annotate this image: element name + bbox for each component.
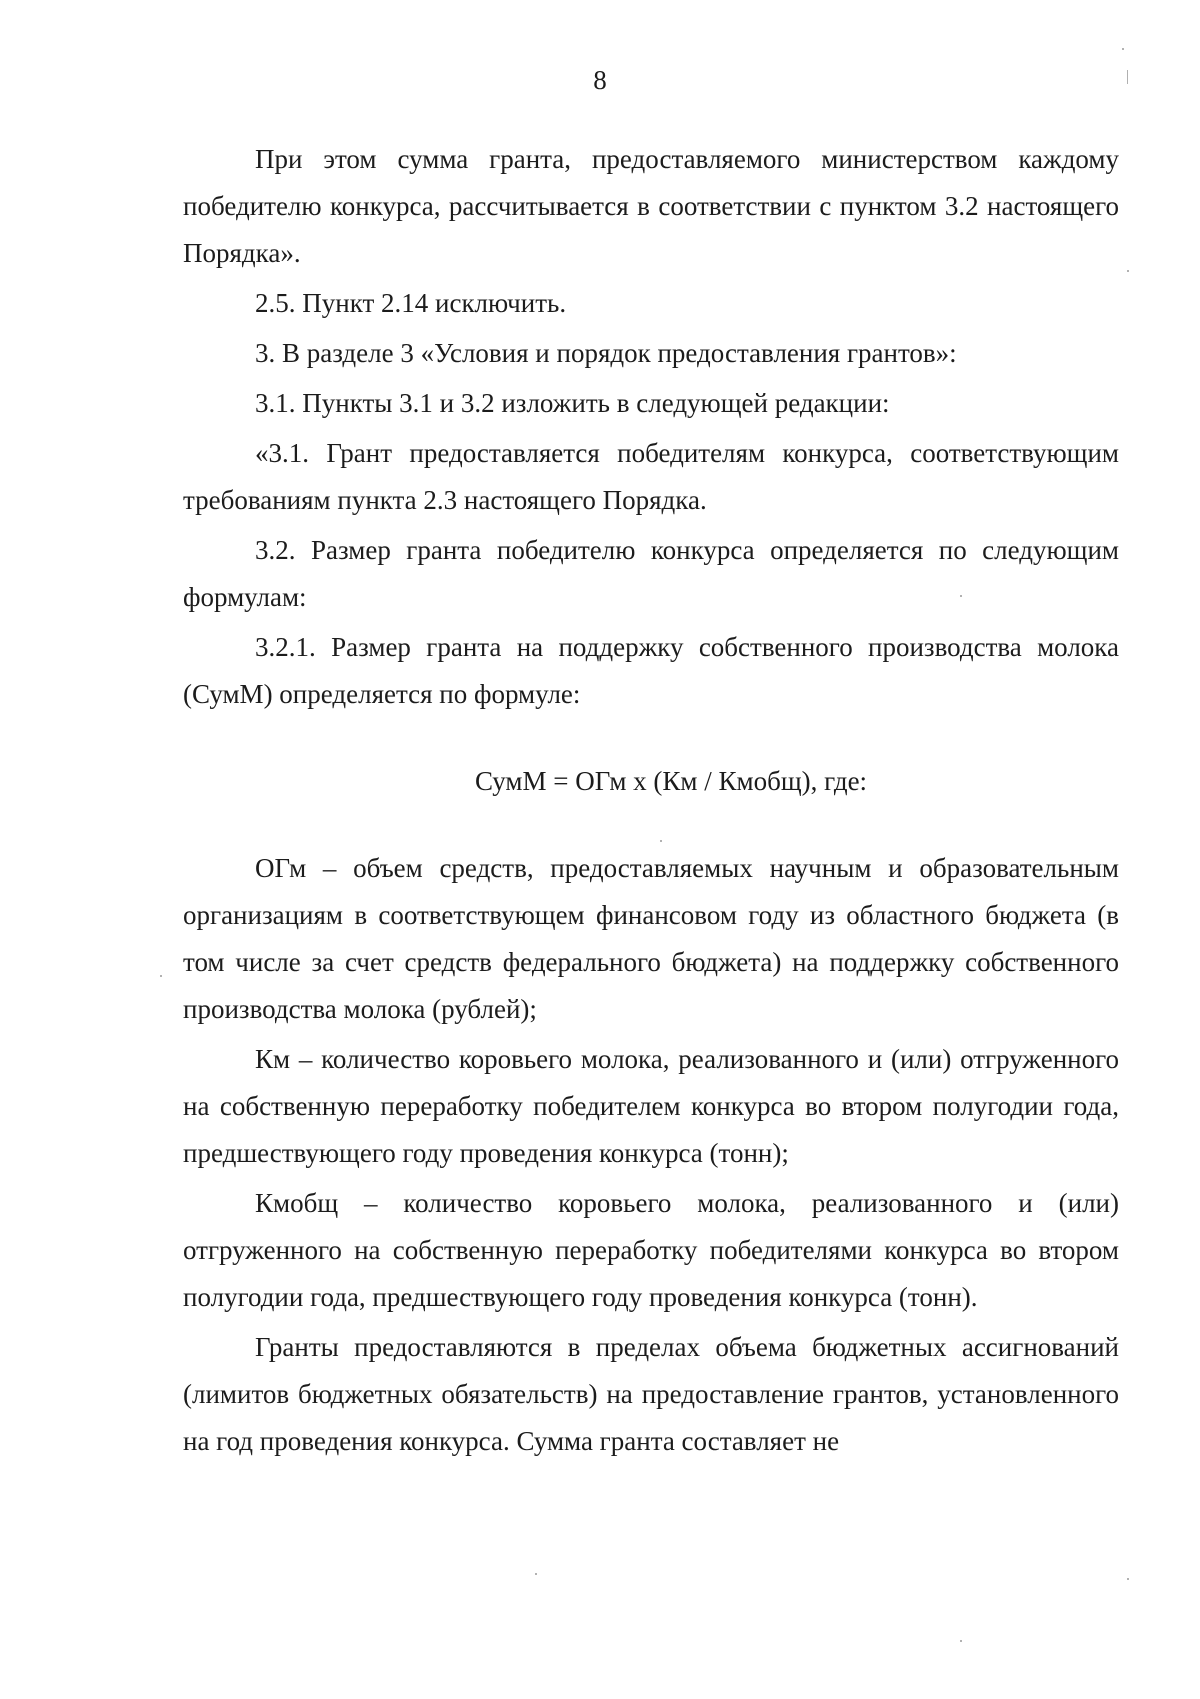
paragraph-3-2: 3.2. Размер гранта победителю конкурса определяется по следующим формулам: [183,535,1119,612]
grant-formula: СумМ = ОГм х (Км / Кмобщ), где: [474,766,868,796]
scan-speck [660,840,662,842]
paragraph-section-3: 3. В разделе 3 «Условия и порядок предоставления грантов»: [255,338,957,368]
scan-speck [1127,270,1129,272]
scan-speck [960,1640,962,1642]
scan-speck [535,1573,537,1575]
definition-km: Км – количество коровьего молока, реализованного и (или) отгруженного на собственную переработку победителем конкурса во втором полугодии года, предшествующего году проведения конкурса (тонн); [183,1044,1119,1168]
scan-speck [1122,48,1124,50]
paragraph-grant-sum: При этом сумма гранта, предоставляемого министерством каждому победителю конкурса, рассчитывается в соответствии с пунктом 3.2 настоящего Порядка». [183,144,1119,268]
paragraph-3-1: «3.1. Грант предоставляется победителям конкурса, соответствующим требованиям пункта 2.3 настоящего Порядка. [183,438,1119,515]
scan-speck [960,595,962,597]
scan-speck [1127,1578,1129,1580]
paragraph-3-1-intro: 3.1. Пункты 3.1 и 3.2 изложить в следующей редакции: [255,388,890,418]
definition-kmobsh: Кмобщ – количество коровьего молока, реализованного и (или) отгруженного на собственную переработку победителями конкурса во втором полугодии года, предшествующего году проведения конкурса (тонн). [183,1188,1119,1312]
scan-speck [160,975,162,977]
paragraph-grants-limits: Гранты предоставляются в пределах объема бюджетных ассигнований (лимитов бюджетных обязательств) на предоставление грантов, установленного на год проведения конкурса. Сумма гранта составляет не [183,1332,1119,1456]
paragraph-2-5: 2.5. Пункт 2.14 исключить. [255,288,567,318]
page-number: 8 [593,65,607,95]
document-body [183,136,1119,1465]
definition-ogm: ОГм – объем средств, предоставляемых научным и образовательным организациям в соответствующем финансовом году из областного бюджета (в том числе за счет средств федерального бюджета) на поддержку собственного производства молока (рублей); [183,853,1119,1024]
paragraph-3-2-1: 3.2.1. Размер гранта на поддержку собственного производства молока (СумМ) определяется по формуле: [183,632,1119,709]
